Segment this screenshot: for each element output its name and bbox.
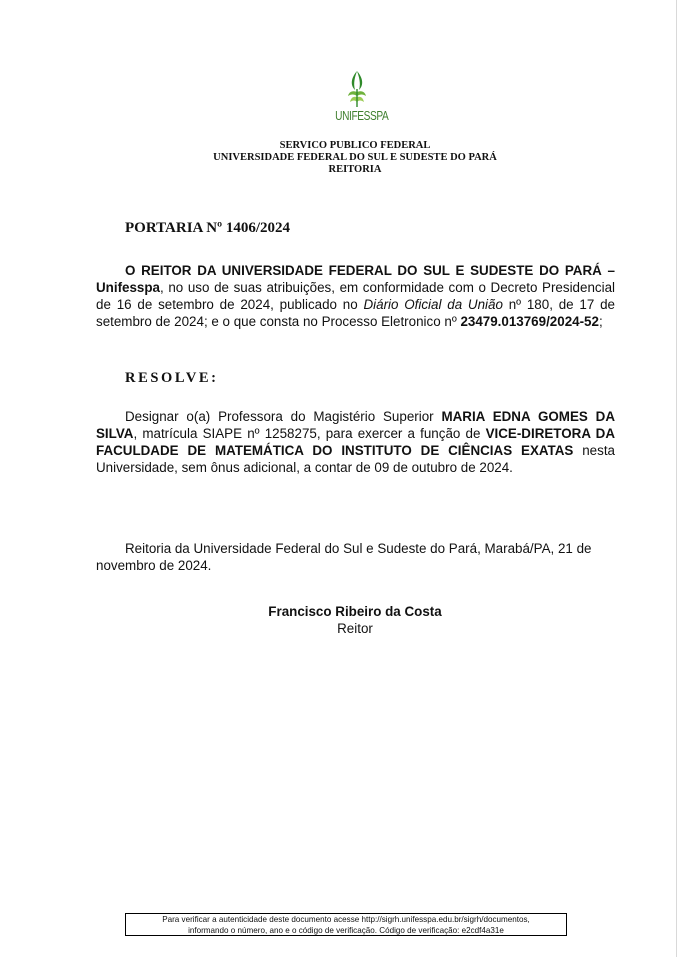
- paragraph-preamble: [96, 262, 615, 330]
- preamble-text-1: , no uso de suas atribuições, em conformidade com o Decreto Presidencial de 16 de setembro de 2024, publicado no: [96, 280, 615, 312]
- page-title: PORTARIA Nº 1406/2024: [125, 220, 290, 236]
- preamble-process-number: 23479.013769/2024-52: [460, 314, 599, 329]
- preamble-text-3: ;: [598, 314, 603, 329]
- logo: [329, 70, 389, 128]
- paragraph-place-date: [96, 540, 615, 574]
- verification-line-1: Para verificar a autenticidade deste documento acesse http://sigrh.unifesspa.edu.br/sigrh/documentos,: [162, 915, 530, 924]
- header-line-service: SERVICO PUBLICO FEDERAL: [279, 140, 431, 151]
- verification-line-2: informando o número, ano e o código de verificação. Código de verificação: e2cdf4a31e: [188, 926, 504, 935]
- unifesspa-leaf-icon: [346, 70, 368, 108]
- place-date-text: Reitoria da Universidade Federal do Sul e Sudeste do Pará, Marabá/PA, 21 de novembro de 2024.: [96, 541, 592, 573]
- paragraph-designation: [96, 408, 615, 476]
- header-line-university: UNIVERSIDADE FEDERAL DO SUL E SUDESTE DO PARÁ: [213, 152, 497, 163]
- header-line-reitoria: REITORIA: [328, 164, 382, 175]
- signature-block: [200, 603, 510, 637]
- signature-name: Francisco Ribeiro da Costa: [268, 604, 442, 619]
- designation-text-2: , matrícula SIAPE nº 1258275, para exercer a função de: [133, 426, 486, 441]
- preamble-journal: Diário Oficial da União: [363, 297, 503, 312]
- designation-function: VICE-DIRETORA DA FACULDADE DE MATEMÁTICA DO INSTITUTO DE CIÊNCIAS EXATAS: [96, 426, 616, 458]
- preamble-text-2: nº 180, de 17 de setembro de 2024; e o que consta no Processo Eletronico nº: [96, 297, 615, 329]
- verification-box: [125, 913, 567, 936]
- designation-text-3: nesta Universidade, sem ônus adicional, a contar de 09 de outubro de 2024.: [96, 443, 615, 475]
- designation-person: MARIA EDNA GOMES DA SILVA: [96, 409, 616, 441]
- signature-role: Reitor: [337, 621, 373, 636]
- designation-text-1: Designar o(a) Professora do Magistério Superior: [125, 409, 442, 424]
- resolve-heading: RESOLVE:: [125, 370, 219, 386]
- document-header: [100, 140, 610, 176]
- logo-text: UNIFESSPA: [335, 108, 389, 123]
- page-edge: [676, 0, 677, 957]
- preamble-authority: O REITOR DA UNIVERSIDADE FEDERAL DO SUL E SUDESTE DO PARÁ – Unifesspa: [96, 263, 615, 295]
